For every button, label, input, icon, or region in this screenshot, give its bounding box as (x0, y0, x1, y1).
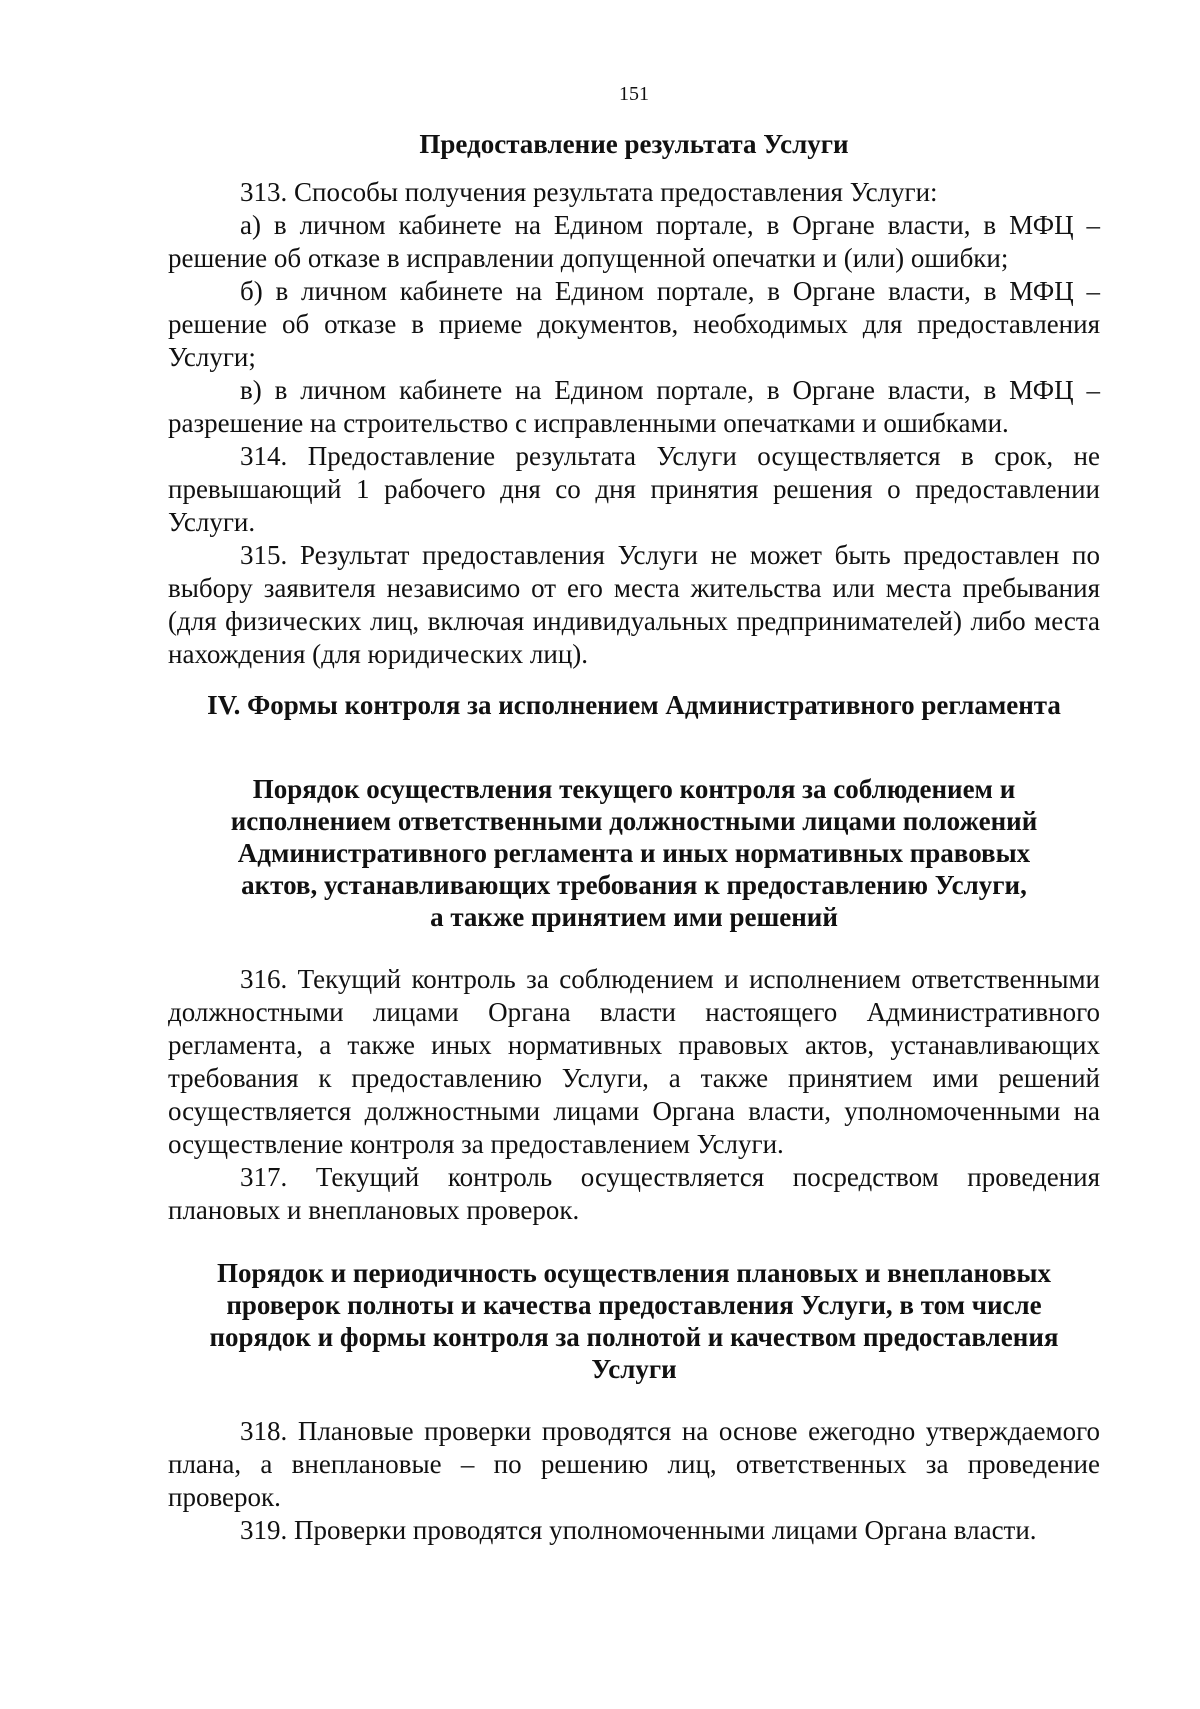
chapter-heading-iv: IV. Формы контроля за исполнением Административного регламента (207, 690, 1061, 720)
section-heading-inspections (168, 1257, 1100, 1385)
heading-line: Порядок осуществления текущего контроля за соблюдением и (252, 774, 1016, 804)
section-heading-result: Предоставление результата Услуги (419, 129, 849, 159)
paragraph-315: 315. Результат предоставления Услуги не может быть предоставлен по выбору заявителя независимо от его места жительства или места пребывания (для физических лиц, включая индивидуальных предпринимателей) либо места нахождения (для юридических лиц). (168, 540, 1100, 669)
heading-line: Порядок и периодичность осуществления плановых и внеплановых (217, 1258, 1051, 1288)
heading-line: проверок полноты и качества предоставления Услуги, в том числе (226, 1290, 1042, 1320)
paragraph-317: 317. Текущий контроль осуществляется посредством проведения плановых и внеплановых проверок. (168, 1162, 1100, 1225)
paragraph-319: 319. Проверки проводятся уполномоченными лицами Органа власти. (240, 1515, 1037, 1545)
heading-line: актов, устанавливающих требования к предоставлению Услуги, (241, 870, 1027, 900)
paragraph-313-b: б) в личном кабинете на Едином портале, в Органе власти, в МФЦ – решение об отказе в приеме документов, необходимых для предоставления Услуги; (168, 276, 1100, 372)
paragraph-313: 313. Способы получения результата предоставления Услуги: (240, 177, 938, 207)
heading-line: порядок и формы контроля за полнотой и качеством предоставления (209, 1322, 1059, 1352)
heading-line: а также принятием ими решений (430, 902, 838, 932)
heading-line: исполнением ответственными должностными лицами положений (230, 806, 1038, 836)
section-heading-current-control (168, 773, 1100, 933)
paragraph-313-a: а) в личном кабинете на Едином портале, в Органе власти, в МФЦ – решение об отказе в исправлении допущенной опечатки и (или) ошибки; (168, 210, 1100, 273)
paragraph-318: 318. Плановые проверки проводятся на основе ежегодно утверждаемого плана, а внеплановые – по решению лиц, ответственных за проведение проверок. (168, 1416, 1100, 1512)
heading-line: Административного регламента и иных нормативных правовых (237, 838, 1031, 868)
paragraph-316: 316. Текущий контроль за соблюдением и исполнением ответственными должностными лицами Органа власти настоящего Административного регламента, а также иных нормативных правовых актов, устанавливающих требования к предоставлению Услуги, а также принятием ими решений осуществляется должностными лицами Органа власти, уполномоченными на осуществление контроля за предоставлением Услуги. (168, 964, 1100, 1159)
paragraph-313-v: в) в личном кабинете на Едином портале, в Органе власти, в МФЦ – разрешение на строительство с исправленными опечатками и ошибками. (168, 375, 1100, 438)
heading-line: Услуги (591, 1354, 677, 1384)
paragraph-314: 314. Предоставление результата Услуги осуществляется в срок, не превышающий 1 рабочего дня со дня принятия решения о предоставлении Услуги. (168, 441, 1100, 537)
page-number: 151 (619, 83, 649, 105)
